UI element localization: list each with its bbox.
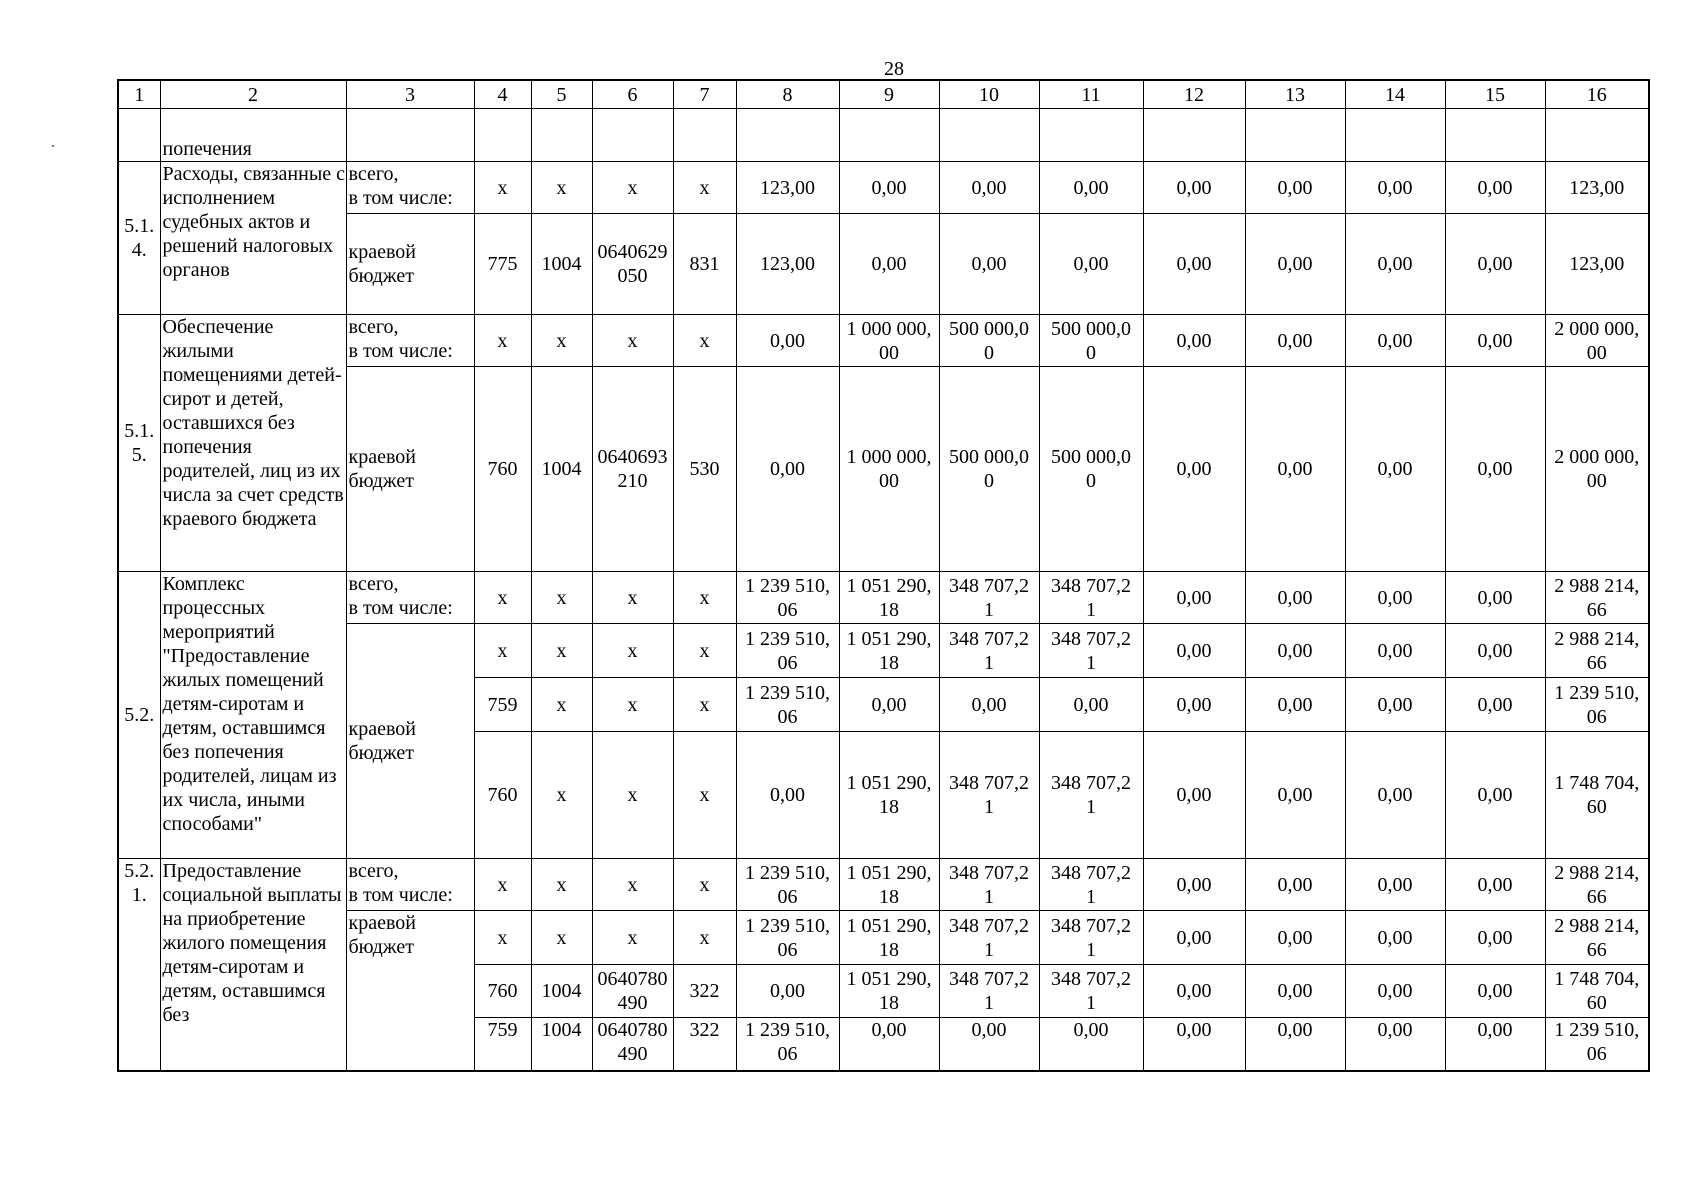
value-cell: 0,00 [939,162,1039,214]
code-cell: 0640693 210 [592,367,673,572]
cell-x: х [474,911,531,965]
value-cell: 1 239 510, 06 [736,678,839,732]
value-cell: 0,00 [1345,367,1445,572]
value-cell: 348 707,2 1 [939,624,1039,678]
code-cell: 1004 [531,367,592,572]
cell-x: х [531,859,592,911]
table-row [118,214,1649,315]
header-cell: 15 [1445,80,1545,109]
code-cell: 759 [474,1018,531,1071]
value-cell: 0,00 [939,678,1039,732]
value-cell: 123,00 [736,162,839,214]
value-cell: 0,00 [1345,572,1445,624]
value-cell: 2 000 000, 00 [1545,367,1649,572]
value-cell: 0,00 [1143,315,1245,367]
table-row [118,572,1649,624]
code-cell: 0640629 050 [592,214,673,315]
cell-x: х [592,678,673,732]
value-cell: 1 239 510, 06 [1545,1018,1649,1071]
value-cell: 1 748 704, 60 [1545,965,1649,1018]
table-row [118,162,1649,214]
value-cell: 0,00 [839,214,939,315]
value-cell: 1 051 290, 18 [839,572,939,624]
value-cell: 1 239 510, 06 [736,572,839,624]
cell-x: х [531,624,592,678]
cell-x: х [673,315,736,367]
value-cell: 0,00 [1445,965,1545,1018]
value-cell: 0,00 [1039,678,1143,732]
value-cell: 1 239 510, 06 [736,859,839,911]
cell-x: х [592,911,673,965]
value-cell: 348 707,2 1 [939,859,1039,911]
value-cell: 0,00 [736,732,839,859]
value-cell: 123,00 [1545,214,1649,315]
source-label: краевой бюджет [346,911,474,1071]
row-name: Комплекс процессных мероприятий "Предоставление жилых помещений детям-сиротам и детям, оставшимся без попечения родителей, лицам из их числа, иными способами" [160,572,346,859]
code-cell: 1004 [531,1018,592,1071]
value-cell: 0,00 [1345,859,1445,911]
cell-x: х [531,911,592,965]
row-number: 5.2. [118,572,160,859]
code-cell: 0640780 490 [592,1018,673,1071]
value-cell: 1 239 510, 06 [736,911,839,965]
cell-x: х [474,162,531,214]
cell-x: х [592,162,673,214]
header-cell: 16 [1545,80,1649,109]
table-row [118,315,1649,367]
header-cell: 2 [160,80,346,109]
cell-x: х [592,859,673,911]
table-row [118,624,1649,678]
value-cell: 0,00 [1245,162,1345,214]
cell-x: х [531,162,592,214]
row-name: попечения [160,109,346,162]
value-cell: 0,00 [1445,911,1545,965]
value-cell: 1 239 510, 06 [1545,678,1649,732]
header-cell: 8 [736,80,839,109]
value-cell: 0,00 [1345,162,1445,214]
cell-x: х [531,572,592,624]
value-cell: 0,00 [1345,732,1445,859]
cell-x: х [673,732,736,859]
cell-x: х [673,859,736,911]
source-label: краевой бюджет [346,214,474,315]
value-cell: 0,00 [1445,367,1545,572]
source-label: всего, в том числе: [346,162,474,214]
budget-table [117,79,1650,1072]
value-cell: 0,00 [1345,624,1445,678]
value-cell: 123,00 [736,214,839,315]
value-cell: 0,00 [1143,214,1245,315]
value-cell: 0,00 [736,965,839,1018]
header-row [118,80,1649,109]
value-cell: 1 239 510, 06 [736,1018,839,1071]
cell-x: х [673,911,736,965]
header-cell: 9 [839,80,939,109]
value-cell: 0,00 [1039,1018,1143,1071]
value-cell: 0,00 [839,162,939,214]
code-cell: 322 [673,965,736,1018]
header-cell: 14 [1345,80,1445,109]
value-cell: 0,00 [1143,572,1245,624]
code-cell: 760 [474,367,531,572]
value-cell: 0,00 [1143,624,1245,678]
code-cell: 1004 [531,965,592,1018]
value-cell: 0,00 [1345,214,1445,315]
value-cell: 0,00 [1245,572,1345,624]
code-cell: 831 [673,214,736,315]
cell-x: х [474,859,531,911]
header-cell: 6 [592,80,673,109]
value-cell: 0,00 [1445,315,1545,367]
row-name: Расходы, связанные с исполнением судебных актов и решений налоговых органов [160,162,346,315]
cell-x: х [592,732,673,859]
source-label: краевой бюджет [346,624,474,859]
cell-x: х [592,315,673,367]
cell-x: х [673,572,736,624]
page-number: 28 [884,58,904,80]
row-number: 5.1. 5. [118,315,160,572]
value-cell: 348 707,2 1 [939,965,1039,1018]
value-cell: 0,00 [1245,911,1345,965]
value-cell: 2 988 214, 66 [1545,624,1649,678]
value-cell: 0,00 [1245,624,1345,678]
value-cell: 0,00 [1445,859,1545,911]
cell-x: х [474,315,531,367]
header-cell: 7 [673,80,736,109]
value-cell: 0,00 [1245,1018,1345,1071]
source-label: всего, в том числе: [346,572,474,624]
code-cell: 0640780 490 [592,965,673,1018]
value-cell: 1 000 000, 00 [839,367,939,572]
value-cell: 0,00 [1345,315,1445,367]
value-cell: 0,00 [1143,965,1245,1018]
value-cell: 0,00 [1039,214,1143,315]
value-cell: 0,00 [1143,162,1245,214]
cell-x: х [474,624,531,678]
header-cell: 4 [474,80,531,109]
value-cell: 0,00 [1245,965,1345,1018]
value-cell: 0,00 [1345,678,1445,732]
table-row [118,911,1649,965]
value-cell: 1 748 704, 60 [1545,732,1649,859]
value-cell: 0,00 [1445,732,1545,859]
value-cell: 348 707,2 1 [939,732,1039,859]
value-cell: 500 000,0 0 [1039,367,1143,572]
source-label: всего, в том числе: [346,315,474,367]
value-cell: 500 000,0 0 [939,367,1039,572]
cell-x: х [531,732,592,859]
value-cell: 0,00 [839,678,939,732]
row-number: 5.2. 1. [118,859,160,1071]
cell-x: х [474,572,531,624]
value-cell: 1 051 290, 18 [839,965,939,1018]
value-cell: 500 000,0 0 [1039,315,1143,367]
value-cell: 0,00 [1143,1018,1245,1071]
table-row [118,367,1649,572]
cell-x: х [673,678,736,732]
header-cell: 5 [531,80,592,109]
code-cell: 322 [673,1018,736,1071]
header-cell: 12 [1143,80,1245,109]
scan-speck [52,145,54,147]
value-cell: 1 051 290, 18 [839,911,939,965]
source-label: краевой бюджет [346,367,474,572]
code-cell: 530 [673,367,736,572]
value-cell: 0,00 [939,214,1039,315]
value-cell: 1 239 510, 06 [736,624,839,678]
value-cell: 1 051 290, 18 [839,732,939,859]
value-cell: 1 000 000, 00 [839,315,939,367]
value-cell: 348 707,2 1 [939,911,1039,965]
cell-x: х [531,678,592,732]
source-label: всего, в том числе: [346,859,474,911]
value-cell: 0,00 [1345,911,1445,965]
cell-x: х [673,162,736,214]
cell-x: х [592,624,673,678]
value-cell: 348 707,2 1 [1039,572,1143,624]
value-cell: 0,00 [1445,678,1545,732]
table-row [118,859,1649,911]
value-cell: 348 707,2 1 [939,572,1039,624]
value-cell: 0,00 [736,315,839,367]
value-cell: 0,00 [736,367,839,572]
value-cell: 0,00 [1245,315,1345,367]
code-cell: 760 [474,965,531,1018]
value-cell: 2 000 000, 00 [1545,315,1649,367]
header-cell: 1 [118,80,160,109]
value-cell: 348 707,2 1 [1039,732,1143,859]
row-name: Обеспечение жилыми помещениями детей-сирот и детей, оставшихся без попечения родителей, лиц из их числа за счет средств краевого бюджета [160,315,346,572]
value-cell: 0,00 [1445,162,1545,214]
value-cell: 0,00 [1245,214,1345,315]
row-name: Предоставление социальной выплаты на приобретение жилого помещения детям-сиротам и детям, оставшимся без [160,859,346,1071]
value-cell: 0,00 [1245,732,1345,859]
value-cell: 0,00 [839,1018,939,1071]
value-cell: 0,00 [1143,678,1245,732]
value-cell: 348 707,2 1 [1039,965,1143,1018]
code-cell: 760 [474,732,531,859]
code-cell: 1004 [531,214,592,315]
value-cell: 0,00 [1345,1018,1445,1071]
value-cell: 123,00 [1545,162,1649,214]
value-cell: 348 707,2 1 [1039,911,1143,965]
value-cell: 2 988 214, 66 [1545,911,1649,965]
value-cell: 0,00 [1143,859,1245,911]
value-cell: 0,00 [1345,965,1445,1018]
row-number: 5.1. 4. [118,162,160,315]
value-cell: 2 988 214, 66 [1545,859,1649,911]
header-cell: 3 [346,80,474,109]
value-cell: 0,00 [1245,678,1345,732]
value-cell: 0,00 [1143,911,1245,965]
value-cell: 0,00 [1445,624,1545,678]
cell-x: х [673,624,736,678]
value-cell: 0,00 [939,1018,1039,1071]
value-cell: 348 707,2 1 [1039,859,1143,911]
value-cell: 0,00 [1445,1018,1545,1071]
header-cell: 11 [1039,80,1143,109]
code-cell: 759 [474,678,531,732]
cell-x: х [592,572,673,624]
value-cell: 500 000,0 0 [939,315,1039,367]
value-cell: 0,00 [1245,859,1345,911]
header-cell: 13 [1245,80,1345,109]
table-row [118,109,1649,162]
value-cell: 0,00 [1143,367,1245,572]
value-cell: 2 988 214, 66 [1545,572,1649,624]
value-cell: 0,00 [1245,367,1345,572]
value-cell: 1 051 290, 18 [839,859,939,911]
value-cell: 1 051 290, 18 [839,624,939,678]
cell-x: х [531,315,592,367]
value-cell: 0,00 [1445,572,1545,624]
header-cell: 10 [939,80,1039,109]
value-cell: 348 707,2 1 [1039,624,1143,678]
value-cell: 0,00 [1143,732,1245,859]
code-cell: 775 [474,214,531,315]
value-cell: 0,00 [1445,214,1545,315]
value-cell: 0,00 [1039,162,1143,214]
